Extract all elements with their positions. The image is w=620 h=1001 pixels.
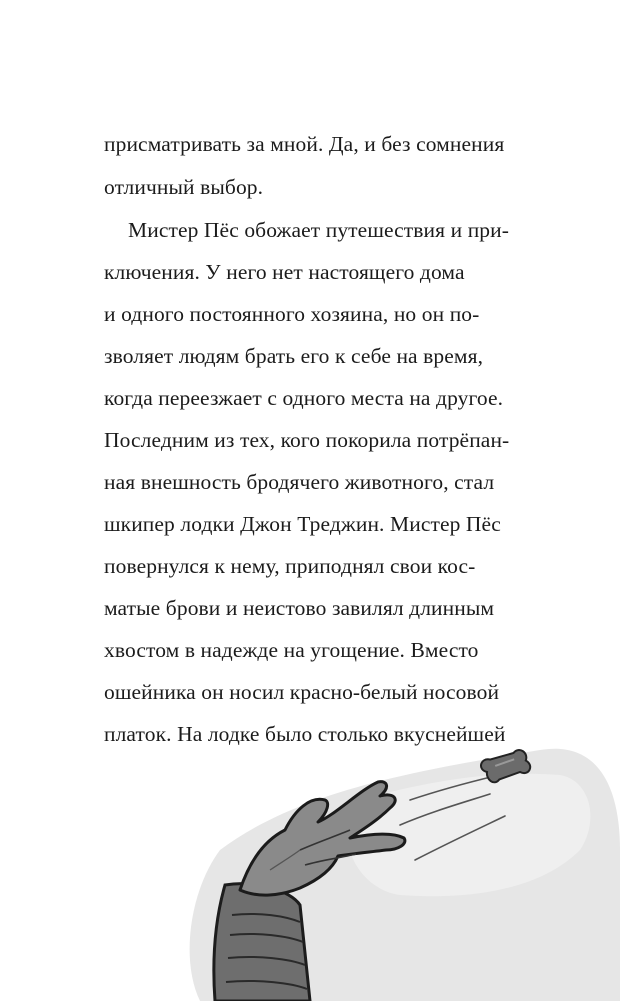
text-line: шкипер лодки Джон Треджин. Мистер Пёс: [104, 512, 501, 536]
text-line: когда переезжает с одного места на другое.: [104, 386, 504, 410]
text-line: присматривать за мной. Да, и без сомнения: [104, 132, 505, 156]
text-line: Последним из тех, кого покорила потрёпан-: [104, 428, 510, 452]
illustration-hand-throwing-treat: [0, 730, 620, 1001]
text-line: ошейника он носил красно-белый носовой: [104, 680, 500, 704]
text-line: отличный выбор.: [104, 175, 264, 199]
text-line: матые брови и неистово завилял длинным: [104, 596, 495, 620]
text-line: ная внешность бродячего животного, стал: [104, 470, 495, 494]
text-line: Мистер Пёс обожает путешествия и при-: [128, 218, 510, 242]
text-line: зволяет людям брать его к себе на время,: [104, 344, 484, 368]
text-line: и одного постоянного хозяина, но он по-: [104, 302, 480, 326]
sleeve-icon: [214, 884, 310, 1001]
text-line: ключения. У него нет настоящего дома: [104, 260, 465, 284]
text-line: хвостом в надежде на угощение. Вместо: [104, 638, 479, 662]
text-line: повернулся к нему, приподнял свои кос-: [104, 554, 476, 578]
text-line: платок. На лодке было столько вкуснейшей: [104, 722, 506, 746]
